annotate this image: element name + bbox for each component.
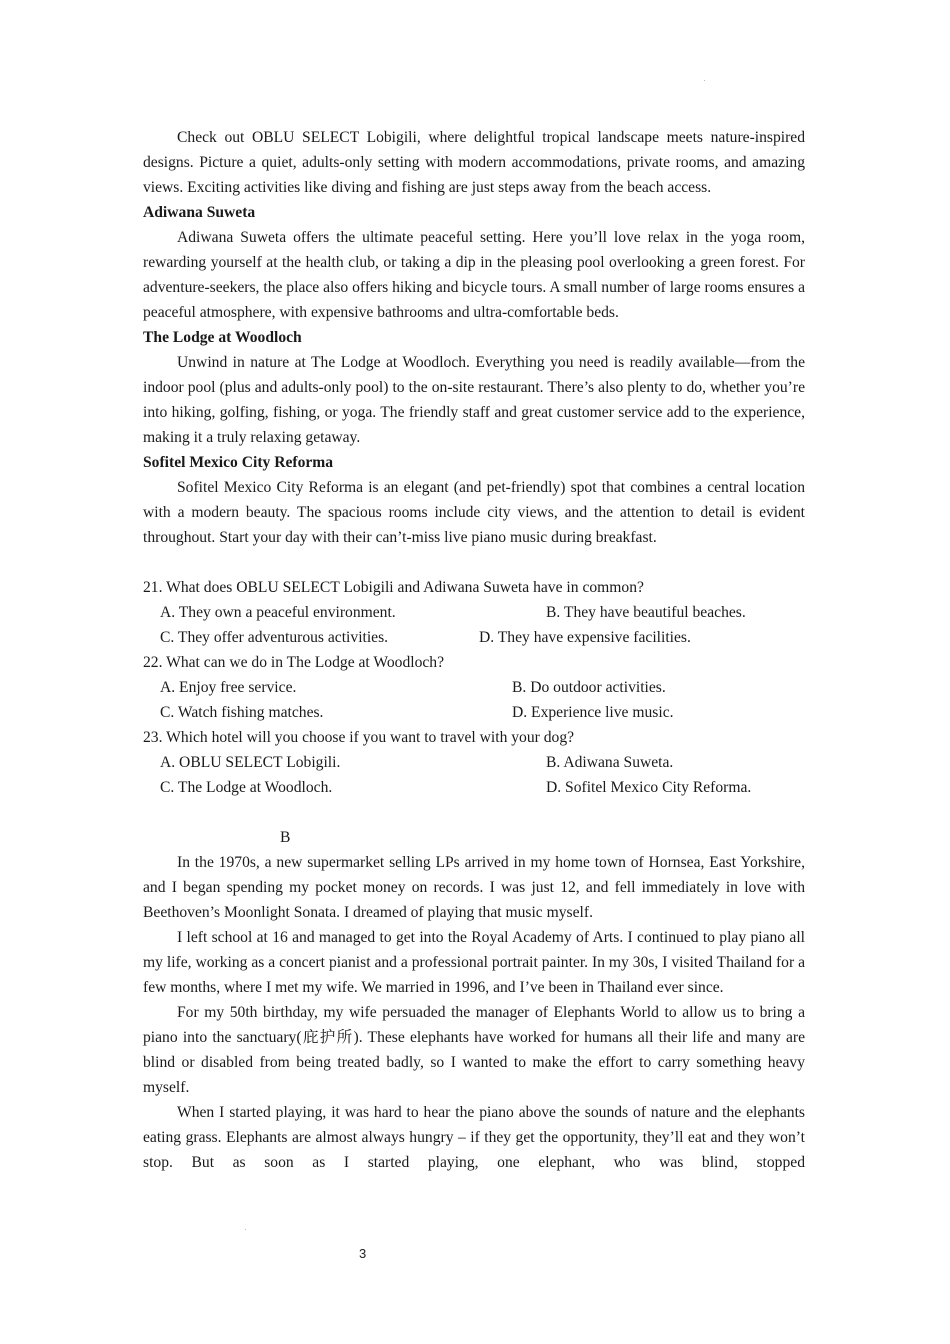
question-21-option-c: C. They offer adventurous activities. — [160, 629, 389, 646]
question-23-option-d: D. Sofitel Mexico City Reforma. — [546, 779, 752, 796]
hotel-description-woodloch: Unwind in nature at The Lodge at Woodloch. Everything you need is readily available—from the indoor pool (plus and adults-only pool) to the on-site restaurant. There’s also plenty to do, whether you’re into hiking, golfing, fishing, or yoga. The friendly staff and great customer service add to the experience, making it a truly relaxing getaway. — [143, 354, 805, 446]
question-21-option-b: B. They have beautiful beaches. — [546, 604, 746, 621]
intro-paragraph: Check out OBLU SELECT Lobigili, where delightful tropical landscape meets nature-inspired designs. Picture a quiet, adults-only setting with modern accommodations, private rooms, and amazing views. Exciting activities like diving and fishing are just steps away from the beach access. — [143, 129, 805, 196]
question-22-option-d: D. Experience live music. — [512, 704, 674, 721]
spacer — [143, 800, 805, 825]
question-23-options-row-1 — [143, 750, 805, 775]
passage-b-paragraph-2: I left school at 16 and managed to get into the Royal Academy of Arts. I continued to play piano all my life, working as a concert pianist and a professional portrait painter. In my 30s, I visited Thailand for a few months, where I met my wife. We married in 1996, and I’ve been in Thailand ever since. — [143, 929, 805, 996]
hotel-heading-adiwana: Adiwana Suweta — [143, 204, 256, 221]
question-21-option-d: D. They have expensive facilities. — [479, 629, 691, 646]
passage-b-paragraph-4: When I started playing, it was hard to hear the piano above the sounds of nature and the elephants eating grass. Elephants are almost always hungry – if they get the opportunity, they’ll eat and they won’t stop. But as soon as I started playing, one elephant, who was blind, stopped — [143, 1104, 805, 1171]
question-23-options-row-2 — [143, 775, 805, 800]
hotel-heading-sofitel: Sofitel Mexico City Reforma — [143, 454, 334, 471]
hotel-description-adiwana: Adiwana Suweta offers the ultimate peaceful setting. Here you’ll love relax in the yoga room, rewarding yourself at the health club, or taking a dip in the pleasing pool overlooking a green forest. For adventure-seekers, the place also offers hiking and bicycle tours. A small number of large rooms ensures a peaceful atmosphere, with expensive bathrooms and ultra-comfortable beds. — [143, 229, 805, 321]
question-22-options-row-2 — [143, 700, 805, 725]
hotel-heading-woodloch: The Lodge at Woodloch — [143, 329, 302, 346]
passage-b-paragraph-3: For my 50th birthday, my wife persuaded the manager of Elephants World to allow us to bring a piano into the sanctuary(庇护所). These elephants have worked for humans all their life and many are blind or disabled from being treated badly, so I wanted to make the effort to carry something heavy myself. — [143, 1004, 805, 1096]
question-23-stem: 23. Which hotel will you choose if you want to travel with your dog? — [143, 729, 575, 746]
question-22-option-c: C. Watch fishing matches. — [160, 704, 324, 721]
spacer — [143, 550, 805, 575]
section-letter-b: B — [280, 829, 291, 846]
document-page — [143, 125, 805, 1175]
page-number: 3 — [359, 1246, 367, 1261]
question-21-stem: 21. What does OBLU SELECT Lobigili and Adiwana Suweta have in common? — [143, 579, 644, 596]
question-22-options-row-1 — [143, 675, 805, 700]
question-21-options-row-2 — [143, 625, 805, 650]
question-23-option-c: C. The Lodge at Woodloch. — [160, 779, 333, 796]
hotel-description-sofitel: Sofitel Mexico City Reforma is an elegant (and pet-friendly) spot that combines a central location with a modern beauty. The spacious rooms include city views, and the attention to detail is evident throughout. Start your day with their can’t-miss live piano music during breakfast. — [143, 479, 805, 546]
question-22-option-a: A. Enjoy free service. — [160, 679, 297, 696]
question-23-option-b: B. Adiwana Suweta. — [546, 754, 674, 771]
question-21-options-row-1 — [143, 600, 805, 625]
question-23-option-a: A. OBLU SELECT Lobigili. — [160, 754, 341, 771]
question-22-option-b: B. Do outdoor activities. — [512, 679, 666, 696]
question-22-stem: 22. What can we do in The Lodge at Woodloch? — [143, 654, 445, 671]
scan-speck — [245, 1229, 246, 1230]
question-21-option-a: A. They own a peaceful environment. — [160, 604, 396, 621]
passage-b-paragraph-1: In the 1970s, a new supermarket selling LPs arrived in my home town of Hornsea, East Yorkshire, and I began spending my pocket money on records. I was just 12, and fell immediately in love with Beethoven’s Moonlight Sonata. I dreamed of playing that music myself. — [143, 854, 805, 921]
scan-speck — [704, 80, 705, 81]
